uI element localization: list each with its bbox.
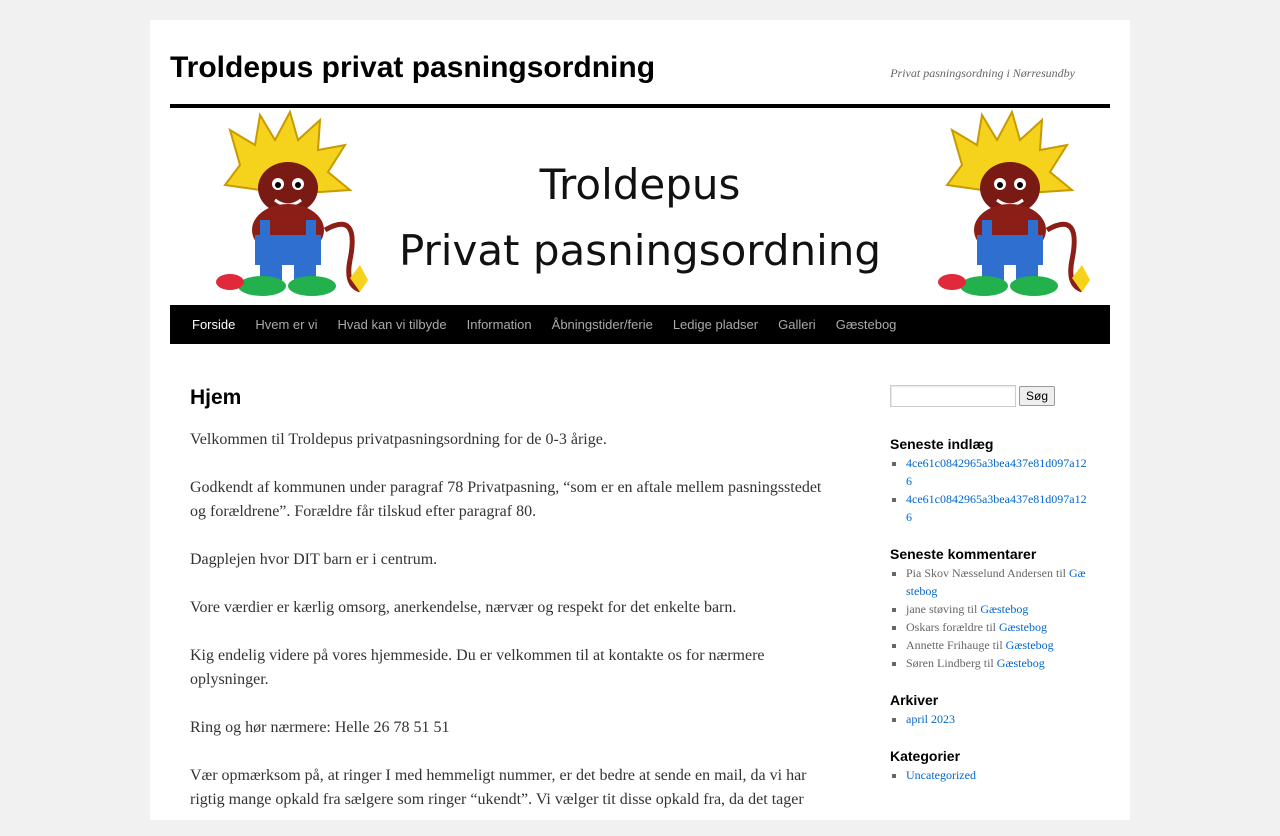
entry-content xyxy=(190,428,830,812)
category-link[interactable]: Uncategorized xyxy=(906,768,976,782)
comment-connector: til xyxy=(1053,566,1070,580)
troll-mascot-icon xyxy=(922,110,1097,300)
nav-item-gæstebog[interactable]: Gæstebog xyxy=(835,317,897,332)
recent-posts-list xyxy=(890,454,1090,526)
comment-author: Pia Skov Næsselund Andersen xyxy=(906,566,1053,580)
comment-post-link[interactable]: Gæstebog xyxy=(999,620,1047,634)
widget-title: Seneste indlæg xyxy=(890,436,994,452)
nav-item-hvem-er-vi[interactable]: Hvem er vi xyxy=(255,317,318,332)
list-item xyxy=(906,600,1090,618)
widget-title: Seneste kommentarer xyxy=(890,546,1037,562)
content-paragraph: Ring og hør nærmere: Helle 26 78 51 51 xyxy=(190,719,450,736)
comment-author: Søren Lindberg xyxy=(906,656,981,670)
widget-title: Kategorier xyxy=(890,748,961,764)
recent-post-link[interactable]: 4ce61c0842965a3bea437e81d097a126 xyxy=(906,492,1087,524)
comment-connector: til xyxy=(980,656,997,670)
list-item xyxy=(906,564,1090,600)
content-paragraph: Godkendt af kommunen under paragraf 78 Privatpasning, “som er en aftale mellem pasningsstedet og forældrene”. Forældre får tilskud efter paragraf 80. xyxy=(190,479,822,520)
page-wrapper xyxy=(150,20,1130,820)
comment-connector: til xyxy=(964,602,981,616)
search-button[interactable]: Søg xyxy=(1019,386,1055,406)
content-paragraph: Vær opmærksom på, at ringer I med hemmeligt nummer, er det bedre at sende en mail, da vi har rigtig mange opkald fra sælgere som ringer “ukendt”. Vi vælger tit disse opkald fra, da det tager xyxy=(190,767,807,808)
categories-list xyxy=(890,766,1090,784)
recent-post-link[interactable]: 4ce61c0842965a3bea437e81d097a126 xyxy=(906,456,1087,488)
archive-link[interactable]: april 2023 xyxy=(906,712,955,726)
categories-widget xyxy=(890,746,1090,784)
main-navigation xyxy=(170,305,1110,344)
archives-list xyxy=(890,710,1090,728)
comment-author: Oskars forældre xyxy=(906,620,983,634)
content-paragraph: Dagplejen hvor DIT barn er i centrum. xyxy=(190,551,438,568)
list-item xyxy=(906,710,1090,728)
site-title[interactable]: Troldepus privat pasningsordning xyxy=(170,51,656,84)
list-item xyxy=(906,654,1090,672)
page-title: Hjem xyxy=(190,386,242,409)
widget-title: Arkiver xyxy=(890,692,939,708)
nav-item-information[interactable]: Information xyxy=(466,317,532,332)
list-item xyxy=(906,454,1090,490)
comment-author: Annette Frihauge xyxy=(906,638,990,652)
banner-title: Troldepus xyxy=(539,160,741,209)
comment-connector: til xyxy=(982,620,999,634)
comment-post-link[interactable]: Gæstebog xyxy=(980,602,1029,616)
content-paragraph: Vore værdier er kærlig omsorg, anerkendelse, nærvær og respekt for det enkelte barn. xyxy=(190,599,737,616)
banner-subtitle: Privat pasningsordning xyxy=(398,226,882,275)
list-item xyxy=(906,766,1090,784)
list-item xyxy=(906,636,1090,654)
recent-comments-list xyxy=(890,564,1090,672)
content-paragraph: Velkommen til Troldepus privatpasningsordning for de 0-3 årige. xyxy=(190,431,607,448)
site-description: Privat pasningsordning i Nørresundby xyxy=(890,66,1075,80)
search-input[interactable] xyxy=(890,385,1016,407)
list-item xyxy=(906,490,1090,526)
header-banner-image xyxy=(170,108,1110,305)
list-item xyxy=(906,618,1090,636)
main-content xyxy=(190,380,830,836)
nav-item-hvad-kan-vi-tilbyde[interactable]: Hvad kan vi tilbyde xyxy=(337,317,447,332)
comment-post-link[interactable]: Gæstebog xyxy=(906,566,1086,598)
comment-post-link[interactable]: Gæstebog xyxy=(996,656,1045,670)
nav-menu xyxy=(170,305,1110,344)
comment-post-link[interactable]: Gæstebog xyxy=(1005,638,1054,652)
nav-item-galleri[interactable]: Galleri xyxy=(778,317,816,332)
comment-connector: til xyxy=(989,638,1006,652)
nav-item-ledige-pladser[interactable]: Ledige pladser xyxy=(672,317,759,332)
content-paragraph: Kig endelig videre på vores hjemmeside. Du er velkommen til at kontakte os for nærmere oplysninger. xyxy=(190,647,765,688)
nav-item-åbningstider-ferie[interactable]: Åbningstider/ferie xyxy=(551,317,653,332)
recent-posts-widget xyxy=(890,434,1090,526)
search-form xyxy=(890,384,1090,408)
nav-item-forside[interactable]: Forside xyxy=(192,317,236,332)
sidebar xyxy=(890,384,1090,802)
comment-author: jane støving xyxy=(906,602,965,616)
recent-comments-widget xyxy=(890,544,1090,672)
archives-widget xyxy=(890,690,1090,728)
